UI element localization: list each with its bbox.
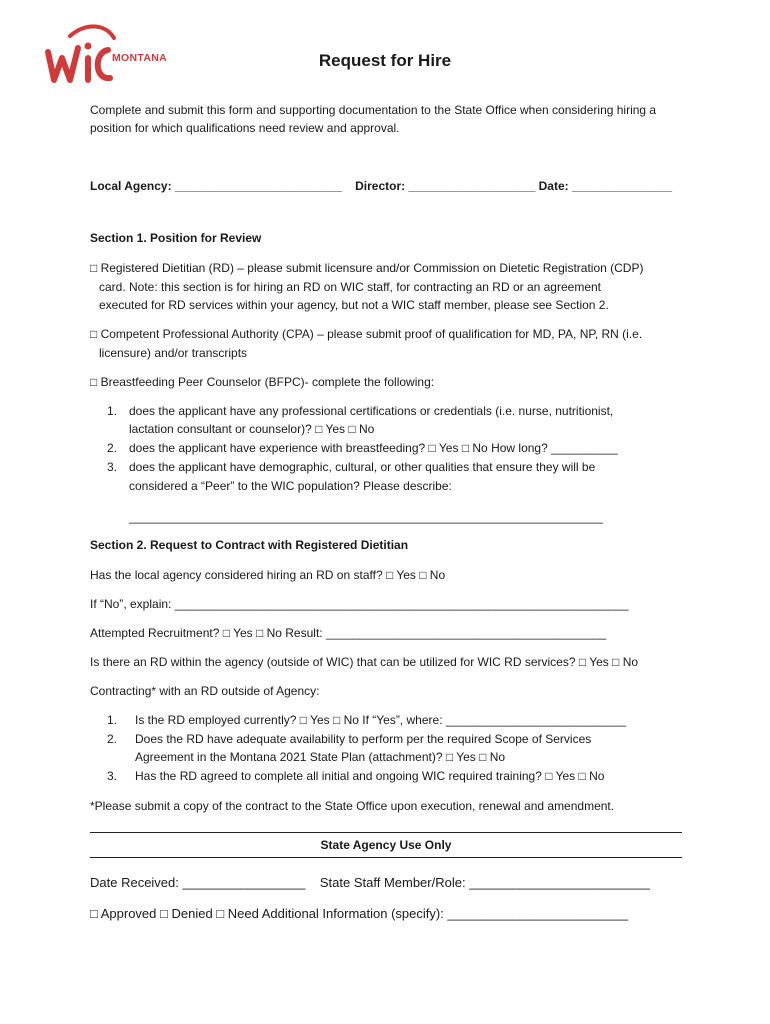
- page-title: Request for Hire: [318, 51, 452, 70]
- list-item: Does the RD have adequate availability to perform per the required Scope of Services: [135, 732, 592, 746]
- staff-role-field[interactable]: State Staff Member/Role: _________________________: [319, 875, 650, 890]
- contract-footnote: *Please submit a copy of the contract to the State Office upon execution, renewal and amendment.: [90, 799, 615, 813]
- rd-on-staff-question[interactable]: Has the local agency considered hiring an RD on staff? □ Yes □ No: [90, 568, 446, 582]
- date-field[interactable]: Date: _______________: [538, 179, 673, 193]
- list-item-number: 2.: [107, 732, 118, 746]
- describe-input-line[interactable]: _______________________________________________________________________: [129, 510, 603, 524]
- local-agency-field[interactable]: Local Agency: _________________________: [90, 179, 342, 193]
- list-item: does the applicant have any professional certifications or credentials (i.e. nurse, nutritionist,: [129, 404, 614, 418]
- intro-text: Complete and submit this form and supporting documentation to the State Office when considering hiring a position for which qualifications need review and approval.: [90, 103, 657, 135]
- cpa-checkbox-option[interactable]: □ Competent Professional Authority (CPA) – please submit proof of qualification for MD, PA, NP, RN (i.e.: [90, 327, 643, 341]
- list-item: considered a “Peer” to the WIC population? Please describe:: [129, 479, 452, 493]
- list-item: does the applicant have demographic, cultural, or other qualities that ensure they will be: [129, 460, 596, 474]
- list-item-yes-no[interactable]: does the applicant have experience with breastfeeding? □ Yes □ No How long? __________: [129, 441, 618, 455]
- list-item-number: 2.: [107, 441, 118, 455]
- list-item-number: 1.: [107, 404, 118, 418]
- rd-checkbox-option[interactable]: □ Registered Dietitian (RD) – please submit licensure and/or Commission on Dietetic Registration (CDP): [90, 261, 644, 275]
- cpa-note-line: licensure) and/or transcripts: [99, 346, 248, 360]
- section2-heading: Section 2. Request to Contract with Registered Dietitian: [90, 538, 409, 552]
- divider: [90, 857, 682, 858]
- section1-heading: Section 1. Position for Review: [90, 231, 262, 245]
- list-item-number: 3.: [107, 769, 118, 783]
- state-use-fields: [90, 873, 690, 893]
- rd-note-line: executed for RD services within your agency, but not a WIC staff member, please see Section 2.: [99, 298, 609, 312]
- explain-field[interactable]: If “No”, explain: ____________________________________________________________________: [90, 597, 629, 611]
- rd-within-agency-question[interactable]: Is there an RD within the agency (outside of WIC) that can be utilized for WIC RD services? □ Yes □ No: [90, 655, 639, 669]
- contracting-label: Contracting* with an RD outside of Agency:: [90, 684, 320, 698]
- list-item-number: 1.: [107, 713, 118, 727]
- header-fields: [90, 177, 690, 195]
- list-item-number: 3.: [107, 460, 118, 474]
- logo-state-name: MONTANA: [112, 52, 167, 64]
- decision-options[interactable]: □ Approved □ Denied □ Need Additional Information (specify): _________________________: [90, 906, 629, 921]
- list-item-yes-no[interactable]: lactation consultant or counselor)? □ Yes □ No: [129, 422, 375, 436]
- date-received-field[interactable]: Date Received: _________________: [90, 875, 306, 890]
- list-item-yes-no[interactable]: Has the RD agreed to complete all initial and ongoing WIC required training? □ Yes □ No: [135, 769, 605, 783]
- bfpc-checkbox-option[interactable]: □ Breastfeeding Peer Counselor (BFPC)- complete the following:: [90, 375, 435, 389]
- rd-note-line: card. Note: this section is for hiring an RD on WIC staff, for contracting an RD or an agreement: [99, 280, 602, 294]
- list-item-yes-no[interactable]: Agreement in the Montana 2021 State Plan (attachment)? □ Yes □ No: [135, 750, 506, 764]
- director-field[interactable]: Director: ___________________: [355, 179, 536, 193]
- list-item-yes-no[interactable]: Is the RD employed currently? □ Yes □ No If “Yes”, where: ___________________________: [135, 713, 627, 727]
- recruitment-question[interactable]: Attempted Recruitment? □ Yes □ No Result: __________________________________________: [90, 626, 607, 640]
- divider: [90, 832, 682, 833]
- state-use-heading: State Agency Use Only: [320, 838, 452, 852]
